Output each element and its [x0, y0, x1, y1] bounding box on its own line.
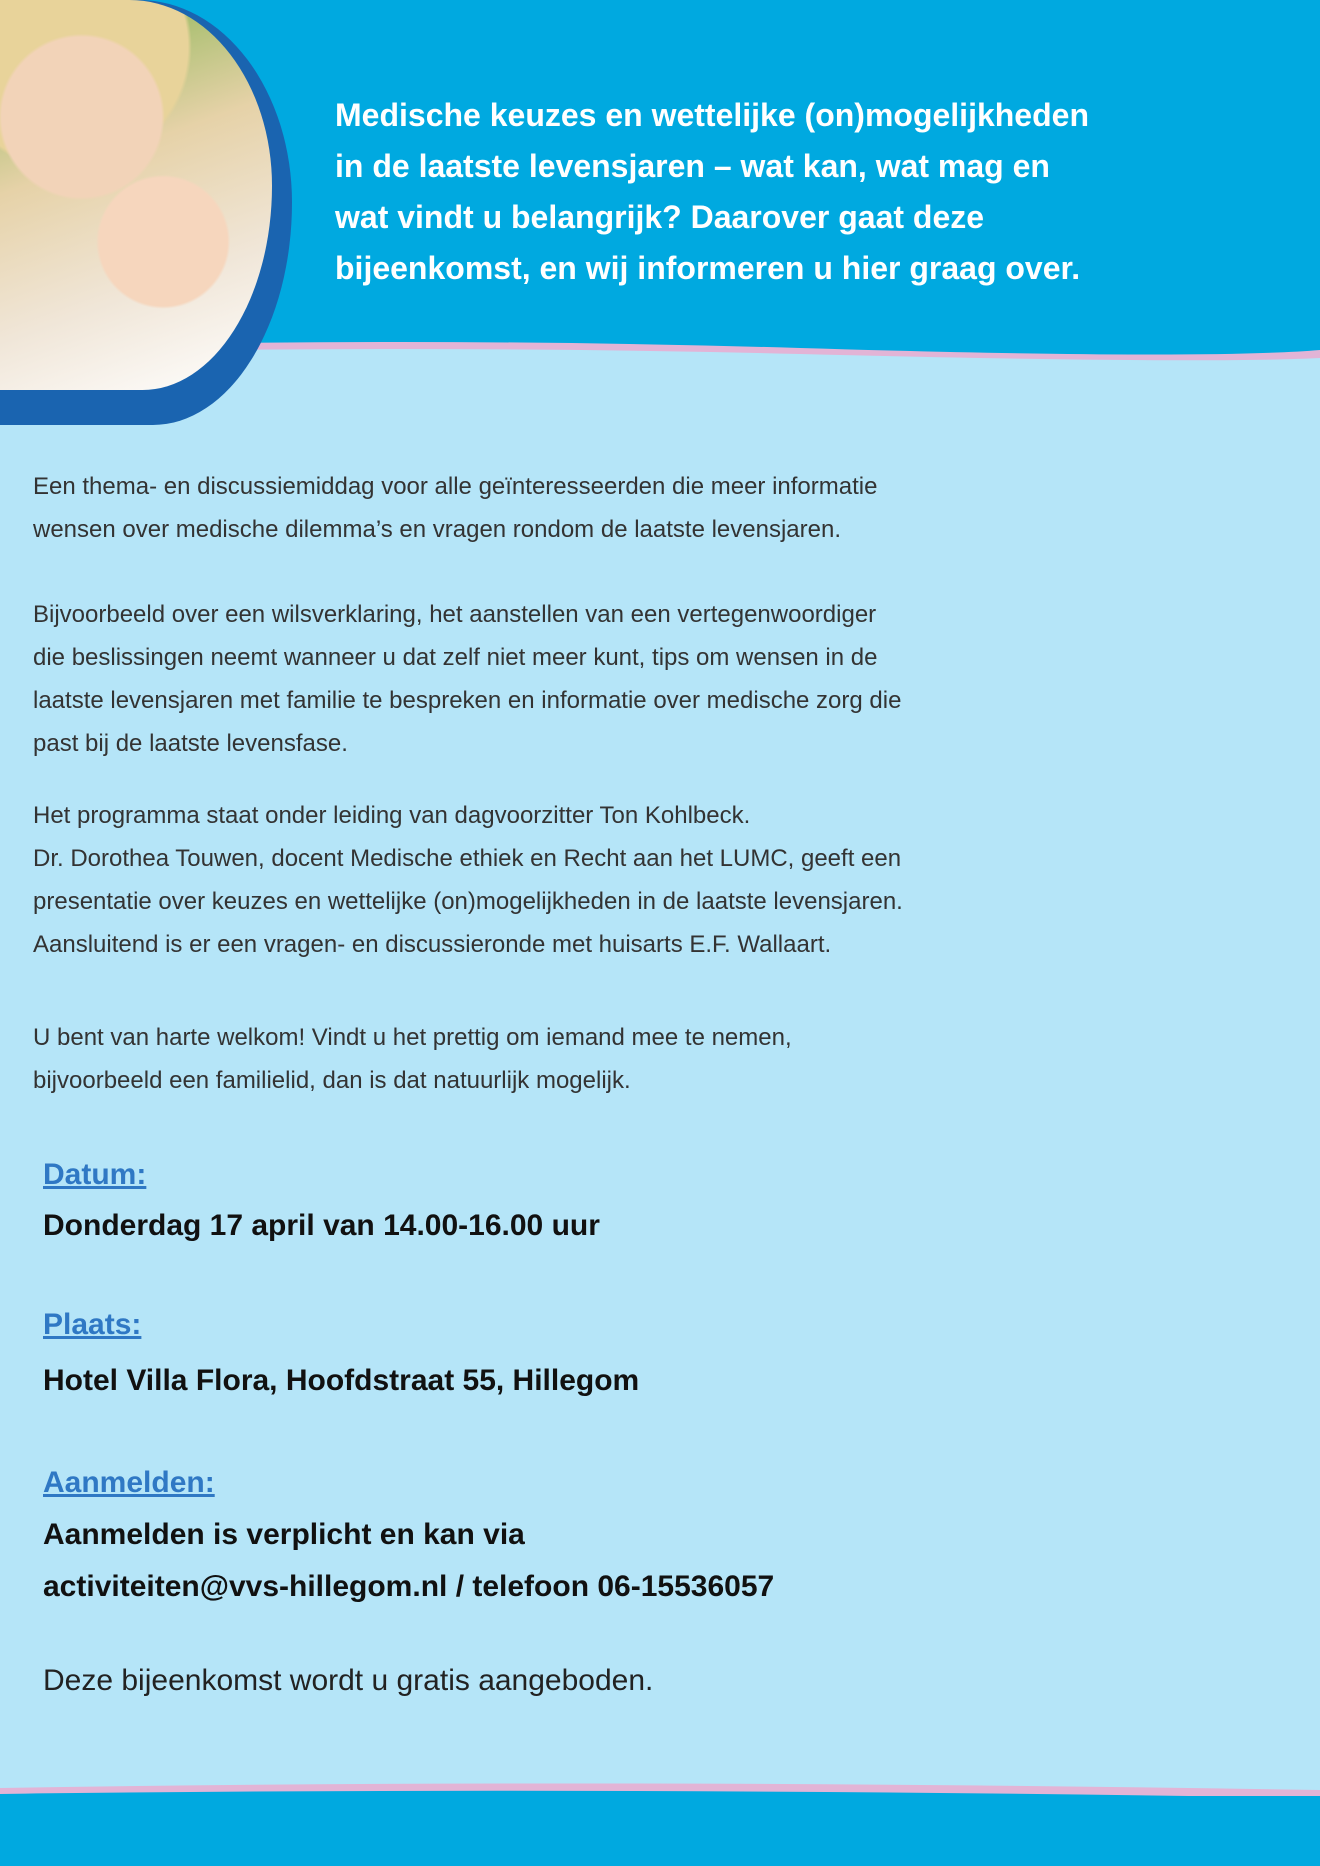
datum-value: Donderdag 17 april van 14.00-16.00 uur	[43, 1209, 600, 1242]
paragraph-examples	[33, 593, 1303, 765]
plaats-value: Hotel Villa Flora, Hoofdstraat 55, Hillegom	[43, 1364, 640, 1397]
paragraph-programme	[33, 794, 1303, 966]
intro-line: bijeenkomst, en wij informeren u hier graag over.	[335, 250, 1081, 286]
paragraph-welcome	[33, 1016, 1303, 1102]
datum-label: Datum:	[43, 1158, 147, 1191]
closing-text: Deze bijeenkomst wordt u gratis aangeboden.	[43, 1664, 654, 1697]
plaats-label: Plaats:	[43, 1308, 142, 1341]
text-line: laatste levensjaren met familie te bespreken en informatie over medische zorg die	[33, 687, 902, 714]
paragraph-intro	[33, 465, 1303, 551]
photo-image	[0, 0, 272, 390]
text-line: Een thema- en discussiemiddag voor alle geïnteresseerden die meer informatie	[33, 473, 878, 500]
grandmother-child-photo	[0, 0, 292, 425]
text-line: bijvoorbeeld een familielid, dan is dat natuurlijk mogelijk.	[33, 1067, 631, 1094]
intro-line: wat vindt u belangrijk? Daarover gaat deze	[335, 199, 985, 235]
text-line: past bij de laatste levensfase.	[33, 730, 348, 757]
text-line: Aansluitend is er een vragen- en discussieronde met huisarts E.F. Wallaart.	[33, 931, 832, 958]
aanmelden-value	[43, 1509, 1303, 1613]
footer-banner	[0, 1796, 1320, 1866]
aanmelden-label: Aanmelden:	[43, 1466, 215, 1499]
aanmelden-contact[interactable]: activiteiten@vvs-hillegom.nl / telefoon 06-15536057	[43, 1570, 775, 1603]
intro-line: in de laatste levensjaren – wat kan, wat mag en	[335, 148, 1050, 184]
aanmelden-line: Aanmelden is verplicht en kan via	[43, 1518, 525, 1551]
text-line: U bent van harte welkom! Vindt u het prettig om iemand mee te nemen,	[33, 1024, 792, 1051]
text-line: wensen over medische dilemma’s en vragen rondom de laatste levensjaren.	[33, 516, 841, 543]
text-line: presentatie over keuzes en wettelijke (on)mogelijkheden in de laatste levensjaren.	[33, 888, 903, 915]
text-line: Dr. Dorothea Touwen, docent Medische ethiek en Recht aan het LUMC, geeft een	[33, 845, 902, 872]
text-line: Het programma staat onder leiding van dagvoorzitter Ton Kohlbeck.	[33, 802, 751, 829]
intro-heading	[335, 90, 1305, 294]
text-line: Bijvoorbeeld over een wilsverklaring, het aanstellen van een vertegenwoordiger	[33, 601, 877, 628]
intro-line: Medische keuzes en wettelijke (on)mogelijkheden	[335, 97, 1089, 133]
text-line: die beslissingen neemt wanneer u dat zelf niet meer kunt, tips om wensen in de	[33, 644, 878, 671]
